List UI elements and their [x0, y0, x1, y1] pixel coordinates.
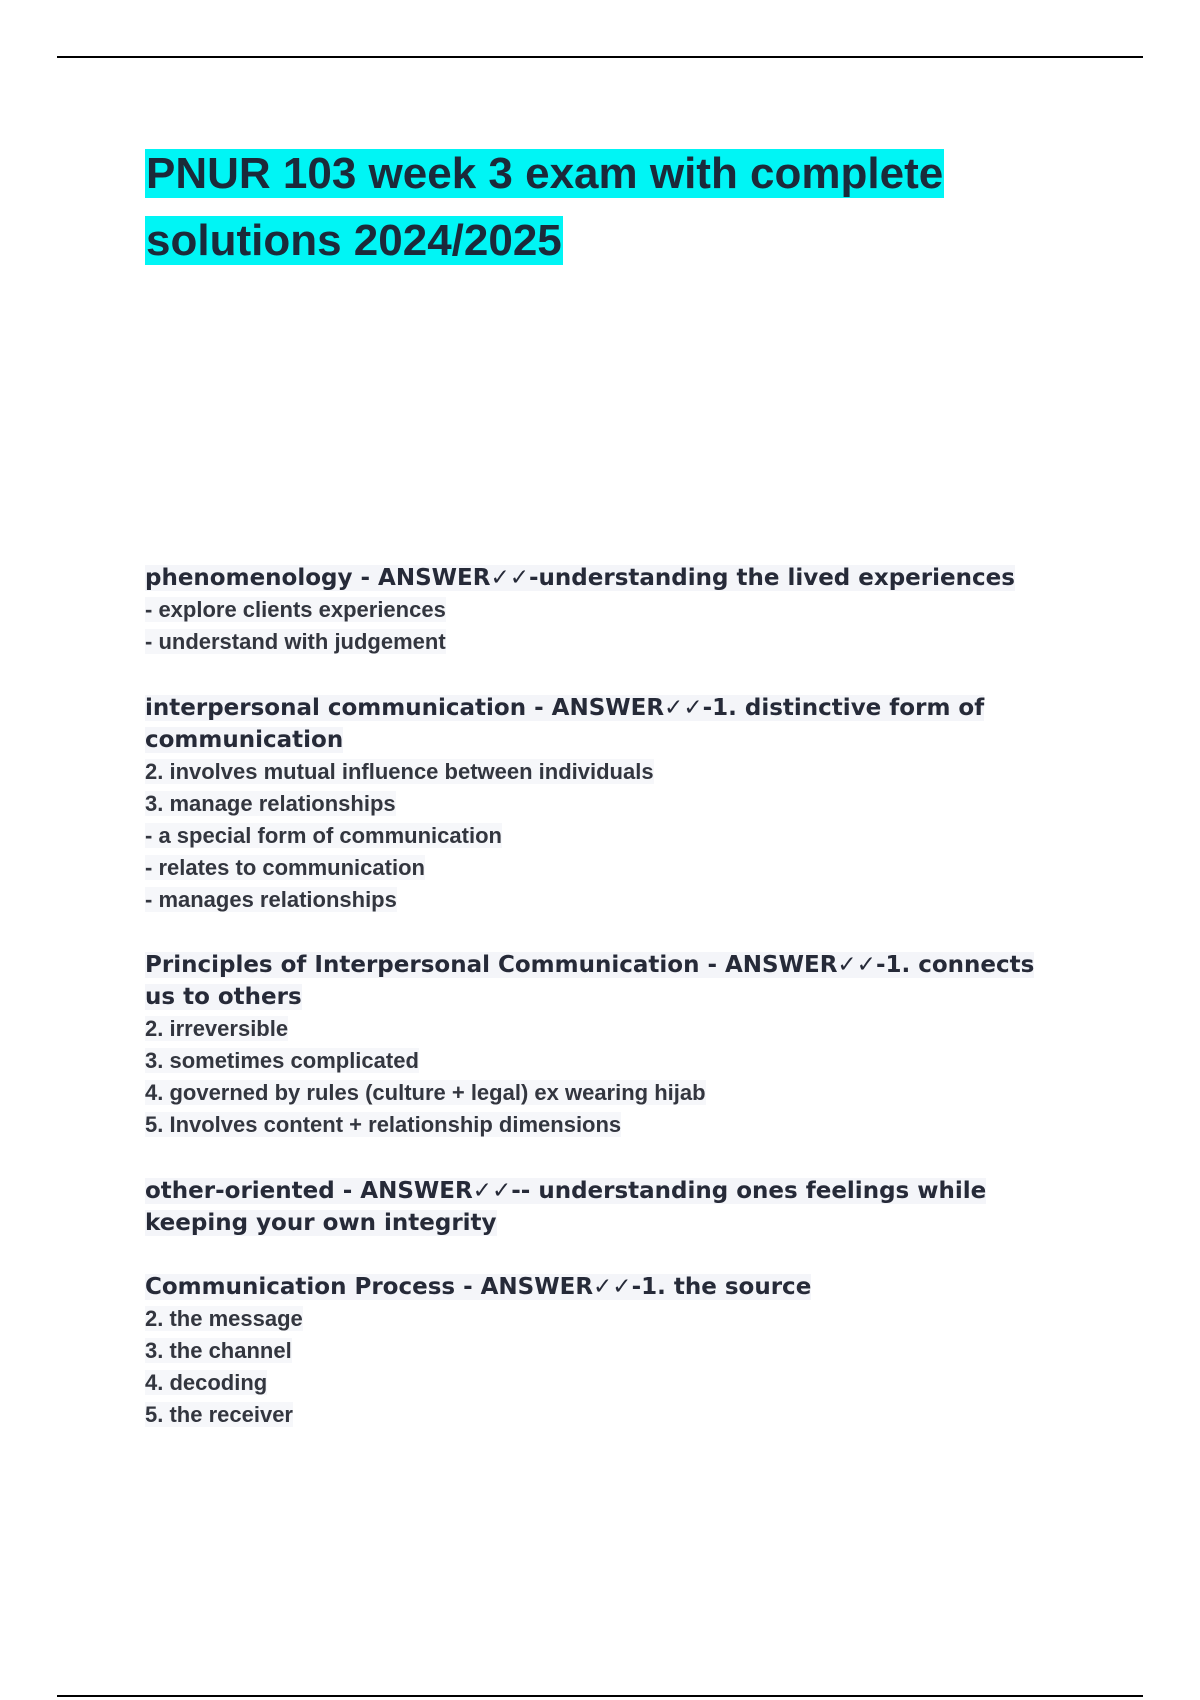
qa-item-other-oriented: [145, 1175, 1095, 1239]
answer-line: - relates to communication: [145, 855, 425, 880]
question-text: phenomenology - ANSWER✓✓-understanding the lived experiences: [145, 565, 1015, 591]
answer-line: 2. irreversible: [145, 1016, 289, 1041]
answer-line: 2. the message: [145, 1306, 303, 1331]
answer-line: 5. Involves content + relationship dimensions: [145, 1112, 622, 1137]
question-text: interpersonal communication - ANSWER✓✓-1. distinctive form of communication: [145, 695, 985, 753]
answer-line: - manages relationships: [145, 887, 397, 912]
qa-item-principles: [145, 949, 1095, 1141]
footer-rule: [57, 1695, 1143, 1697]
title-line-2: solutions 2024/2025: [146, 216, 562, 265]
qa-item-communication-process: [145, 1271, 1095, 1431]
answer-line: 3. the channel: [145, 1338, 292, 1363]
header-rule: [57, 56, 1143, 58]
answer-line: 4. governed by rules (culture + legal) ex wearing hijab: [145, 1080, 706, 1105]
qa-item-phenomenology: [145, 562, 1095, 658]
answer-line: 4. decoding: [145, 1370, 268, 1395]
question-text: Principles of Interpersonal Communication - ANSWER✓✓-1. connects us to others: [145, 952, 1035, 1010]
answer-line: - understand with judgement: [145, 629, 446, 654]
answer-line: - explore clients experiences: [145, 597, 446, 622]
answer-line: - a special form of communication: [145, 823, 502, 848]
title-line-1: PNUR 103 week 3 exam with complete: [146, 149, 944, 198]
document-title: [145, 140, 1045, 274]
answer-line: 5. the receiver: [145, 1402, 293, 1427]
answer-line: 3. manage relationships: [145, 791, 396, 816]
qa-item-interpersonal-communication: [145, 692, 1095, 916]
answer-line: 3. sometimes complicated: [145, 1048, 419, 1073]
question-text: other-oriented - ANSWER✓✓-- understanding ones feelings while keeping your own integrity: [145, 1178, 987, 1236]
answer-line: 2. involves mutual influence between individuals: [145, 759, 654, 784]
question-text: Communication Process - ANSWER✓✓-1. the source: [145, 1274, 812, 1300]
